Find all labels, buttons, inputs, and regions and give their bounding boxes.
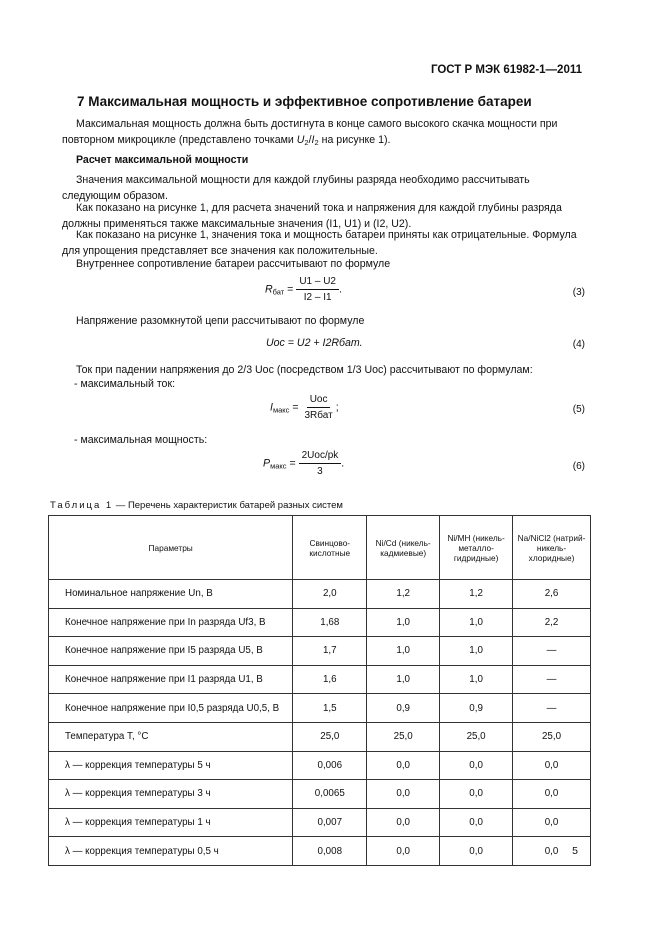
table-cell-value: 1,2 <box>440 580 513 609</box>
page-number: 5 <box>572 845 578 857</box>
table-cell-parameter: λ — коррекция температуры 3 ч <box>49 780 293 809</box>
table-cell-parameter: λ — коррекция температуры 1 ч <box>49 808 293 837</box>
eq3-end: . <box>339 283 342 296</box>
table-cell-value: 0,006 <box>293 751 367 780</box>
equation-5: $I_{макс}$ = $\frac{\text{Uoc}}{\text{3Rбат}}$ ; <box>270 394 339 421</box>
table-row <box>49 665 591 694</box>
table-cell-value: 2,0 <box>293 580 367 609</box>
eq6-lhs-sub: макс <box>270 461 287 471</box>
col-header: Свинцово-кислотные <box>293 516 367 580</box>
eq5-numerator: Uoc <box>307 394 331 408</box>
table-cell-value: 0,9 <box>440 694 513 723</box>
table-cell-value: 0,0 <box>367 780 440 809</box>
subscript: 2 <box>304 138 309 147</box>
table-cell-value: 1,0 <box>440 665 513 694</box>
equation-4-number: (4) <box>572 339 585 350</box>
table-row <box>49 722 591 751</box>
eq5-denominator: 3Rбат <box>304 410 333 421</box>
equation-3-number: (3) <box>572 287 585 298</box>
table-cell-value: 0,0 <box>440 808 513 837</box>
table-row <box>49 694 591 723</box>
table-cell-value: 2,6 <box>513 580 591 609</box>
paragraph-4: Как показано на рисунке 1, значения тока и мощность батареи приняты как отрицательные. Формула для упрощения представляет все значения как положительные. <box>62 229 577 257</box>
eq6-end: . <box>341 457 345 470</box>
table-header-row <box>49 516 591 580</box>
table-cell-parameter: Конечное напряжение при I5 разряда U5, В <box>49 637 293 666</box>
table-cell-value: 0,9 <box>367 694 440 723</box>
table-cell-value: 0,0 <box>367 837 440 866</box>
col-header: Na/NiCl2 (натрий-никель-хлоридные) <box>513 516 591 580</box>
table-row <box>49 608 591 637</box>
table-cell-parameter: λ — коррекция температуры 5 ч <box>49 751 293 780</box>
equation-6: $P_{макс}$ = $\frac{\text{2Uoc/pk}}{3}$ . <box>263 450 345 477</box>
paragraph-2: Значения максимальной мощности для каждой глубины разряда необходимо рассчитывать следующим образом. <box>62 174 530 202</box>
table-row <box>49 837 591 866</box>
eq3-lhs: R <box>265 283 273 296</box>
table-caption-label: Таблица 1 <box>50 500 114 511</box>
paragraph-5: Внутреннее сопротивление батареи рассчитывают по формуле <box>76 258 391 270</box>
table-cell-value: 2,2 <box>513 608 591 637</box>
subscript: 2 <box>314 138 319 147</box>
table-cell-value: 1,0 <box>367 608 440 637</box>
table-cell-value: — <box>513 694 591 723</box>
eq3-fraction <box>296 276 339 303</box>
eq5-lhs-sub: макс <box>272 405 290 415</box>
symbol-i: I <box>311 134 315 146</box>
equation-4: Uoc = U2 + I2Rбат. <box>266 337 363 349</box>
paragraph-9: - максимальная мощность: <box>74 434 208 446</box>
paragraph-7: Ток при падении напряжения до 2/3 Uoc (посредством 1/3 Uoc) рассчитывают по формулам: <box>76 364 533 376</box>
paragraph-1-text-a: Максимальная мощность должна быть достигнута в конце самого высокого скачка мощности при повторном микроцикле (представлено точками <box>62 118 558 146</box>
table-cell-value: — <box>513 665 591 694</box>
table-row <box>49 808 591 837</box>
section-title: 7 Максимальная мощность и эффективное сопротивление батареи <box>77 94 532 109</box>
table-cell-value: 1,6 <box>293 665 367 694</box>
table-cell-value: 25,0 <box>440 722 513 751</box>
eq5-lhs: I <box>270 401 273 414</box>
table-cell-value: — <box>513 637 591 666</box>
eq6-denominator: 3 <box>317 466 323 477</box>
slash: / <box>308 134 312 146</box>
table-cell-parameter: Конечное напряжение при I0,5 разряда U0,5, В <box>49 694 293 723</box>
table-cell-value: 0,0 <box>513 837 591 866</box>
table-cell-value: 1,0 <box>440 608 513 637</box>
paragraph-6: Напряжение разомкнутой цепи рассчитывают по формуле <box>76 315 365 327</box>
table-cell-parameter: Конечное напряжение при I1 разряда U1, В <box>49 665 293 694</box>
table-cell-value: 0,0 <box>513 751 591 780</box>
col-header: Ni/MH (никель-металло-гидридные) <box>440 516 513 580</box>
table-cell-value: 0,008 <box>293 837 367 866</box>
table-cell-value: 0,0 <box>513 780 591 809</box>
table-cell-value: 0,0 <box>440 751 513 780</box>
symbol-u: U <box>296 134 305 146</box>
table-cell-parameter: λ — коррекция температуры 0,5 ч <box>49 837 293 866</box>
table-cell-value: 1,68 <box>293 608 367 637</box>
table-cell-parameter: Номинальное напряжение Un, В <box>49 580 293 609</box>
table-cell-value: 1,2 <box>367 580 440 609</box>
table-caption <box>50 500 343 511</box>
equation-6-number: (6) <box>572 461 585 472</box>
eq3-numerator: U1 – U2 <box>296 276 339 290</box>
col-header: Ni/Cd (никель-кадмиевые) <box>367 516 440 580</box>
table-cell-value: 25,0 <box>367 722 440 751</box>
eq6-fraction <box>299 450 345 477</box>
paragraph-8: - максимальный ток: <box>74 378 176 390</box>
table-row <box>49 637 591 666</box>
table-cell-value: 0,007 <box>293 808 367 837</box>
eq3-denominator: I2 – I1 <box>303 292 332 303</box>
table-cell-value: 25,0 <box>513 722 591 751</box>
eq6-lhs: P <box>263 457 271 470</box>
table-cell-value: 1,5 <box>293 694 367 723</box>
document-header: ГОСТ Р МЭК 61982-1—2011 <box>430 64 582 76</box>
table-row <box>49 580 591 609</box>
table-cell-value: 1,7 <box>293 637 367 666</box>
eq5-fraction <box>301 394 335 421</box>
table-cell-value: 0,0 <box>440 837 513 866</box>
table-cell-value: 0,0 <box>440 780 513 809</box>
table-cell-value: 1,0 <box>367 637 440 666</box>
equation-5-number: (5) <box>572 404 585 415</box>
table-cell-value: 25,0 <box>293 722 367 751</box>
table-cell-value: 1,0 <box>440 637 513 666</box>
paragraph-3: Как показано на рисунке 1, для расчета значений тока и напряжения для каждой глубины разряда должны применяться также максимальные значения (I1, U1) и (I2, U2). <box>62 202 562 230</box>
table-cell-value: 0,0 <box>513 808 591 837</box>
eq6-numerator: 2Uoc/pk <box>299 450 342 464</box>
table-cell-parameter: Конечное напряжение при In разряда Uf3, В <box>49 608 293 637</box>
paragraph-1 <box>62 116 586 151</box>
table-cell-value: 1,0 <box>367 665 440 694</box>
table-caption-text: — Перечень характеристик батарей разных систем <box>113 500 343 511</box>
equation-3: $R_{бат}$ = $\frac{U1 - U2}{I2 - I1}$ . <box>265 276 342 303</box>
table-cell-value: 0,0 <box>367 808 440 837</box>
col-header: Параметры <box>49 516 293 580</box>
eq5-end: ; <box>335 401 339 414</box>
table-cell-value: 0,0065 <box>293 780 367 809</box>
subheading: Расчет максимальной мощности <box>76 154 249 166</box>
table-row <box>49 751 591 780</box>
eq3-lhs-sub: бат <box>272 287 285 297</box>
characteristics-table <box>48 515 591 866</box>
table-cell-value: 0,0 <box>367 751 440 780</box>
table-cell-parameter: Температура T, °С <box>49 722 293 751</box>
table-row <box>49 780 591 809</box>
paragraph-1-text-b: на рисунке 1). <box>318 134 391 146</box>
